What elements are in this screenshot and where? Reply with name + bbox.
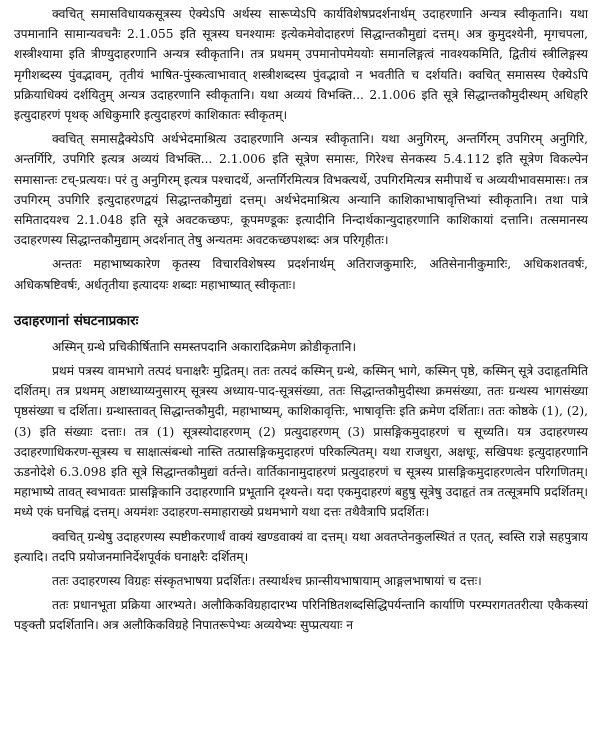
paragraph-layout-description: प्रथमं पत्रस्य वामभागे तत्पदं घनाक्षरैः मुद्रितम्। ततः तत्पदं कस्मिन् ग्रन्थे, कस्मिन् भागे, कस्मिन् पृष्ठे, कस्मिन् सूत्रे उदाहृतमिति दर्शितम्। तत्र प्रथमम् अष्टाध्याय्यनुसारम् सूत्रस्य अध्याय-पाद-सूत्रसंख्या, ततः सिद्धान्तकौमुदीस्था क्रमसंख्या, ततः ग्रन्थस्य भागसंख्या पृष्ठसंख्या च दर्शिता। ग्रन्थास्तावत् सिद्धान्तकौमुदी, महाभाष्यम्, काशिकावृत्तिः, भाषावृत्तिः इति क्रमेण दर्शिताः। ततः कोष्ठके (1), (2), (3) इति संख्याः दत्ताः। तत्र (1) सूत्रस्योदाहरणम् (2) प्रत्युदाहरणम् (3) प्रासङ्गिकमुदाहरणं च सूच्यति। यत्र उदाहरणस्य उदाहरणाधिकरण-सूत्रस्य च साक्षात्संबन्धो नास्ति तत्प्रासङ्गिकमुदाहरणं परिकल्पितम्। यथा राजधुरा, अक्षधूः, सखिपथः इत्युदाहरणानि ऊडनोदेशे 6.3.098 इति सूत्रे सिद्धान्तकौमुद्यां वर्तन्ते। वार्तिकानामुदाहरणं प्रत्युदाहरणं च सूत्रस्य प्रासङ्गिकमुदाहरणत्वेन परिगणितम्। महाभाष्ये तावत् स्वभावतः प्रासङ्गिकानि उदाहरणानि प्रभूतानि दृश्यन्ते। यदा एकमुदाहरणं बहुषु सूत्रेषु उदाहृतं तत्र तत्सूत्रमपि प्रदर्शितम्। मध्ये एकं घनचिह्नं दत्तम्। अयमंशः उदाहरण-समाहाराख्ये प्रथमभागे यथा दत्तः तथैवैत्रापि प्रदर्शितः। bbox=[14, 364, 588, 520]
section-heading: उदाहरणानां संघटनाप्रकारः bbox=[14, 312, 139, 329]
paragraph-meaning-difference: क्वचित् समासद्वैक्येऽपि अर्थभेदमाश्रित्य उदाहरणानि अन्यत्र स्वीकृतानि। यथा अनुगिरम्, अन्तर्गिरम् उपगिरम् अनुगिरि, अन्तर्गिरि, उपगिरि इत्यत्र अव्ययं विभक्ति... 2.1.006 इति सूत्रेण समासः, गिरेश्च सेनकस्य 5.4.112 इति सूत्रेण विकल्पेन समासान्तः टच्-प्रत्ययः। परं तु अनुगिरम् इत्यत्र पश्चादर्थे, अन्तर्गिरमित्यत्र विभक्त्यर्थे, उपगिरमित्यत्र समीपार्थे च अव्ययीभावसमासः। तत्र उपगिरम् उपगिरि इत्युदाहरणद्वयं सिद्धान्तकौमुद्यां दत्तम्। अर्थभेदमाश्रित्य अन्यानि काशिकाभाषावृत्तिभ्यां स्वीकृतानि। तथा पात्रे समितादयश्च 2.1.048 इति सूत्रे अवटकच्छपः, कूपमण्डूकः इत्यादीनि निन्दार्थकान्युदाहरणानि काशिकायां दत्तानि। तत्समानस्य उदाहरणस्य सिद्धान्तकौमुद्याम् अदर्शनात् तेषु अन्यतमः अवटकच्छपशब्दः अत्र परिगृहीतः। bbox=[14, 132, 588, 248]
paragraph-mahabhashya-examples: अन्ततः महाभाष्यकारेण कृतस्य विचारविशेषस्य प्रदर्शनार्थम् अतिराजकुमारिः, अतिसेनानीकुमारिः, अधिकशतवर्षः, अधिकषष्टिवर्षः, अर्धतृतीया इत्यादयः शब्दाः महाभाष्यात् स्वीकृताः। bbox=[14, 257, 588, 292]
paragraph-alphabetical-order: अस्मिन् ग्रन्थे प्रचिकीर्षितानि समस्तपदानि अकारादिक्रमेण क्रोडीकृतानि। bbox=[52, 339, 357, 354]
paragraph-example-variety: क्वचित् समासविधायकसूत्रस्य ऐक्येऽपि अर्थस्य सारूप्येऽपि कार्यविशेषप्रदर्शनार्थम् उदाहरणानि अन्यत्र स्वीकृतानि। यथा उपमानानि सामान्यवचनैः 2.1.055 इति सूत्रस्य घनश्यामः इत्येकमेवोदाहरणं सिद्धान्तकौमुद्यां दत्तम्। अत्र कुमुदश्येनी, मृगचपला, शस्त्रीश्यामा इति त्रीण्युदाहरणानि अन्यत्र स्वीकृतानि। तत्र प्रथमम् उपमानोपमेययोः समानलिङ्गत्वं नावश्यकमिति, द्वितीयं स्त्रीलिङ्गस्य मृगीशब्दस्य पुंवद्भावम्, तृतीयं भाषित-पुंस्कत्वाभावात् शस्त्रीशब्दस्य पुंवद्भावो न भवतीति च दर्शयति। क्वचित् समासस्य ऐक्येऽपि प्रक्रियाधिक्यं दर्शयितुम् अन्यत्र उदाहरणानि स्वीकृतानि। यथा अव्ययं विभक्ति... 2.1.006 इति सूत्रे सिद्धान्तकौमुदीस्थम् अधिहरि इत्युदाहरणं पृथक् अधिकुमारि इत्युदाहरणं काशिकातः स्वीकृतम्। bbox=[14, 7, 588, 123]
paragraph-vigraha-translation: ततः उदाहरणस्य विग्रहः संस्कृतभाषया प्रदर्शितः। तस्यार्थश्च फ्रान्सीयभाषायाम् आङ्गलभाषायां च दत्तः। bbox=[52, 574, 482, 589]
paragraph-sentence-examples: क्वचित् ग्रन्थेषु उदाहरणस्य स्पष्टीकरणार्थं वाक्यं खण्डवाक्यं वा दत्तम्। यथा अवतप्तेनकुलस्थितं त एतत्, स्वस्ति राज्ञे सहपुत्राय इत्यादि। तदपि प्रयोजनमानिर्देशपूर्वकं घनाक्षरैः दर्शितम्। bbox=[14, 529, 588, 564]
paragraph-prakriya: ततः प्रधानभूता प्रक्रिया आरभ्यते। अलौकिकविग्रहादारभ्य परिनिष्ठितशब्दसिद्धिपर्यन्तानि कार्याणि परम्परागततरीत्या एकैकस्यां पङ्क्तौ प्रदर्शितानि। अत्र अलौकिकविग्रहे निपातरूपेभ्यः अव्ययेभ्यः सुप्प्रत्ययाः न bbox=[14, 598, 588, 633]
